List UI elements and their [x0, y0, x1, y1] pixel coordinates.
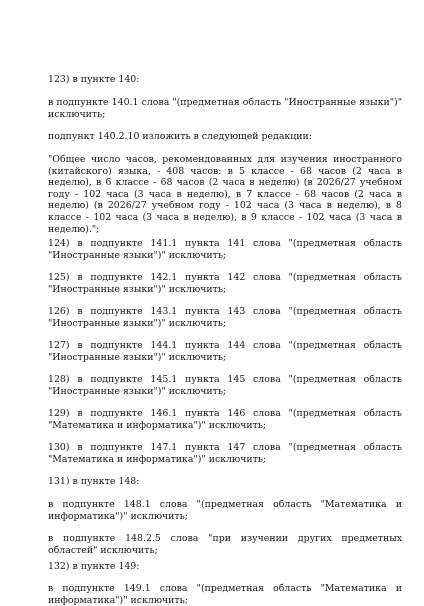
paragraph: 130) в подпункте 147.1 пункта 147 слова "(предметная область "Математика и информатика")" исключить; [48, 442, 402, 465]
paragraph: 129) в подпункте 146.1 пункта 146 слова "(предметная область "Математика и информатика")" исключить; [48, 408, 402, 431]
paragraph: 126) в подпункте 143.1 пункта 143 слова "(предметная область "Иностранные языки")" исключить; [48, 306, 402, 329]
paragraph: в подпункте 148.2.5 слова "при изучении других предметных областей" исключить; [48, 533, 402, 556]
paragraph: 124) в подпункте 141.1 пункта 141 слова "(предметная область "Иностранные языки")" исключить; [48, 238, 402, 261]
paragraph: в подпункте 148.1 слова "(предметная область "Математика и информатика")" исключить; [48, 499, 402, 522]
paragraph: 132) в пункте 149: [48, 561, 140, 572]
paragraph: подпункт 140.2.10 изложить в следующей редакции: [48, 131, 312, 142]
paragraph: в подпункте 149.1 слова "(предметная область "Математика и информатика")" исключить; [48, 583, 402, 606]
paragraph: 128) в подпункте 145.1 пункта 145 слова "(предметная область "Иностранные языки")" исключить; [48, 374, 402, 397]
paragraph: 125) в подпункте 142.1 пункта 142 слова "(предметная область "Иностранные языки")" исключить; [48, 272, 402, 295]
paragraph: 131) в пункте 148: [48, 476, 140, 487]
paragraph: 127) в подпункте 144.1 пункта 144 слова "(предметная область "Иностранные языки")" исключить; [48, 340, 402, 363]
paragraph: "Общее число часов, рекомендованных для изучения иностранного (китайского) языка, - 408 часов: в 5 классе - 68 часов (2 часа в неделю), в 6 классе - 68 часов (2 часа в неделю) (в 2026/27 учебном году - 102 часа (3 часа в неделю), в 7 классе - 68 часов (2 часа в неделю) (в 2026/27 учебном году - 102 часа (3 часа в неделю), в 8 классе - 102 часа (3 часа в неделю), в 9 классе - 102 часа (3 часа в неделю)."; [48, 154, 402, 235]
paragraph: 123) в пункте 140: [48, 74, 140, 85]
paragraph: в подпункте 140.1 слова "(предметная область "Иностранные языки")" исключить; [48, 97, 402, 120]
